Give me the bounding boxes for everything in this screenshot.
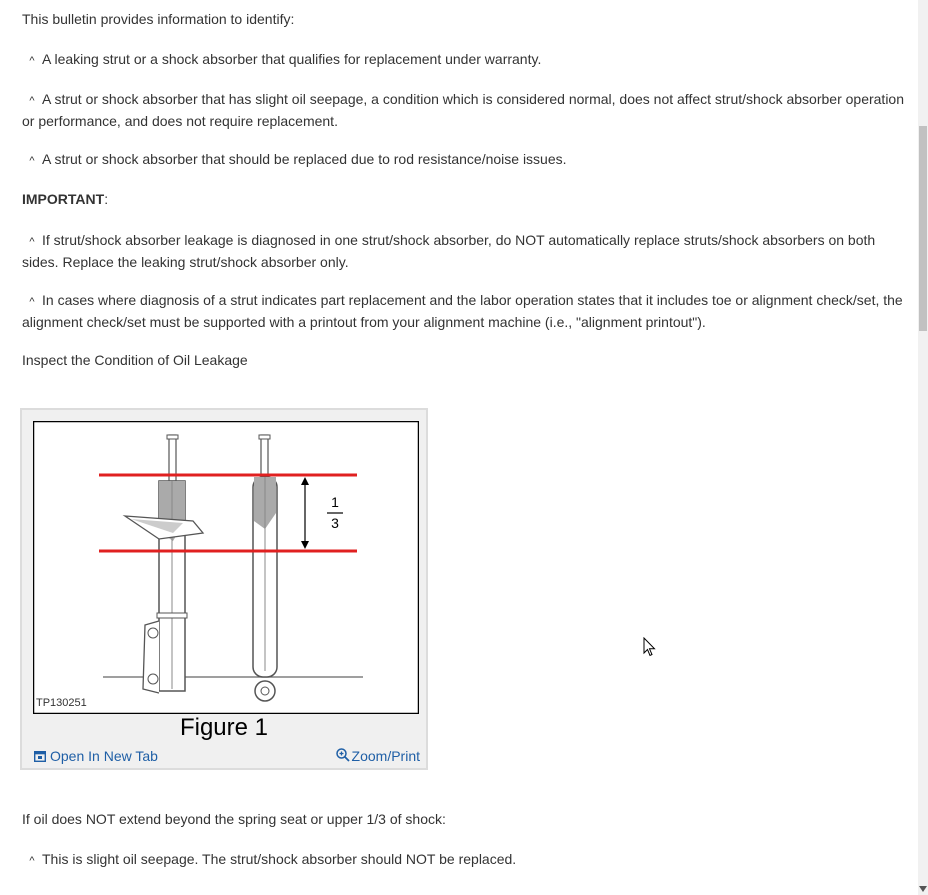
list-item bbox=[22, 290, 907, 332]
list-item bbox=[22, 230, 907, 272]
zoom-print-label: Zoom/Print bbox=[351, 748, 420, 764]
strut-diagram bbox=[33, 421, 419, 714]
list-item-text: A strut or shock absorber that has slight oil seepage, a condition which is considered normal, does not affect strut/shock absorber operation or performance, and does not require replacement. bbox=[22, 91, 905, 129]
list-item bbox=[22, 849, 907, 871]
list-item bbox=[22, 49, 907, 71]
caret-icon: ^ bbox=[29, 855, 35, 867]
list-item-text: In cases where diagnosis of a strut indicates part replacement and the labor operation states that it includes toe or alignment check/set, the alignment check/set must be supported with a printout from your alignment machine (i.e., "alignment printout"). bbox=[22, 292, 903, 330]
intro-text: This bulletin provides information to identify: bbox=[22, 11, 295, 27]
figure-container bbox=[20, 408, 428, 770]
scroll-down-icon[interactable] bbox=[919, 886, 927, 892]
open-in-new-tab-label: Open In New Tab bbox=[50, 748, 158, 764]
caret-icon: ^ bbox=[29, 296, 35, 308]
caret-icon: ^ bbox=[29, 236, 35, 248]
list-item-text: If strut/shock absorber leakage is diagnosed in one strut/shock absorber, do NOT automatically replace struts/shock absorbers on both sides. Replace the leaking strut/shock absorber only. bbox=[22, 232, 876, 270]
scrollbar[interactable] bbox=[918, 0, 928, 895]
important-label: IMPORTANT bbox=[22, 191, 105, 207]
section-heading: Inspect the Condition of Oil Leakage bbox=[22, 352, 248, 368]
figure-actions bbox=[22, 744, 426, 766]
list-item-text: A strut or shock absorber that should be replaced due to rod resistance/noise issues. bbox=[42, 151, 567, 167]
fraction-numerator: 1 bbox=[331, 494, 339, 510]
mouse-cursor-icon bbox=[643, 637, 657, 657]
scrollbar-thumb[interactable] bbox=[919, 126, 927, 331]
figure-image[interactable] bbox=[33, 421, 419, 714]
caret-icon: ^ bbox=[29, 95, 35, 107]
figure-caption: Figure 1 bbox=[179, 714, 269, 741]
zoom-print-link[interactable] bbox=[336, 748, 420, 764]
fraction-denominator: 3 bbox=[331, 515, 339, 531]
condition-text: If oil does NOT extend beyond the spring seat or upper 1/3 of shock: bbox=[22, 811, 446, 827]
list-item bbox=[22, 149, 907, 171]
new-tab-icon bbox=[34, 751, 46, 762]
list-item-text: A leaking strut or a shock absorber that qualifies for replacement under warranty. bbox=[42, 51, 542, 67]
caret-icon: ^ bbox=[29, 55, 35, 67]
open-in-new-tab-link[interactable] bbox=[34, 748, 158, 764]
figure-code: TP130251 bbox=[36, 697, 87, 709]
zoom-icon bbox=[336, 748, 350, 762]
caret-icon: ^ bbox=[29, 155, 35, 167]
list-item bbox=[22, 89, 907, 131]
list-item-text: This is slight oil seepage. The strut/shock absorber should NOT be replaced. bbox=[42, 851, 517, 867]
important-heading bbox=[22, 189, 907, 209]
important-colon: : bbox=[104, 191, 109, 207]
